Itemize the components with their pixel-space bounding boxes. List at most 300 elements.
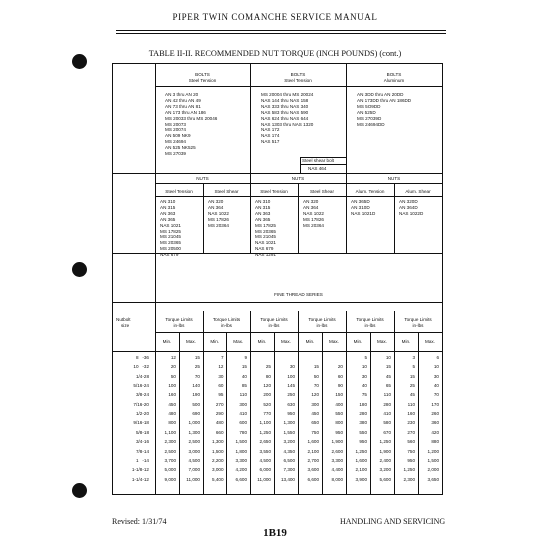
nut-spec: AN 363	[255, 210, 271, 216]
header-rule-2	[116, 33, 446, 34]
nut-spec: MS 17826	[208, 216, 229, 222]
torque-value: 100	[168, 383, 176, 389]
torque-value: 3	[412, 355, 415, 360]
torque-value: 480	[215, 420, 224, 426]
torque-value: 120	[311, 392, 319, 398]
torque-value: 1,300	[283, 420, 295, 426]
max-header: Max.	[281, 339, 291, 344]
nut-spec: MS 21045	[160, 234, 181, 240]
nut-sub-3: Steel Tension	[260, 189, 288, 194]
torque-value: 190	[192, 392, 200, 398]
nut-spec: AN 364	[303, 204, 319, 210]
torque-value: 11,000	[257, 476, 271, 482]
torque-units-header: in-lbs	[412, 323, 424, 328]
bolt-spec: AN 173 thru AN 186	[165, 109, 206, 115]
nut-list-6	[399, 199, 423, 217]
thread-size: 8 -36	[135, 355, 149, 360]
manual-title: PIPER TWIN COMANCHE SERVICE MANUAL	[172, 12, 378, 22]
bolt-spec: MS 27039D	[357, 115, 382, 121]
torque-value: 60	[337, 373, 343, 379]
torque-value: 4,350	[283, 448, 295, 454]
torque-units-header: in-lbs	[173, 323, 185, 328]
bolt-spec: MS 27039	[165, 151, 186, 157]
torque-value: 3,000	[188, 448, 200, 454]
nut-spec: AN 310	[160, 199, 176, 204]
torque-value: 1,800	[235, 448, 247, 454]
torque-value: 2,200	[212, 457, 224, 463]
torque-value: 520	[263, 401, 271, 407]
torque-value: 1,300	[212, 439, 224, 445]
torque-value: 1,500	[235, 439, 247, 445]
nut-spec: NAS 679	[160, 252, 179, 258]
torque-value: 2,300	[403, 476, 415, 482]
torque-value: 30	[433, 373, 439, 379]
torque-value: 160	[407, 411, 415, 417]
torque-value: 7	[220, 355, 224, 360]
torque-value: 145	[287, 383, 295, 389]
torque-value: 45	[409, 392, 415, 398]
nut-spec: MS 20364	[303, 222, 324, 228]
torque-value: 580	[383, 420, 391, 426]
nut-spec: AN 365	[160, 216, 176, 222]
torque-value: 950	[359, 439, 367, 445]
bolt-spec: AN 525D	[357, 109, 376, 115]
torque-limits-header: Torque Limits	[356, 317, 384, 322]
torque-value: 90	[337, 383, 343, 389]
bolt-spec: AN 3DD thru AN 20DD	[357, 92, 404, 97]
torque-value: 2,500	[164, 448, 176, 454]
bolt-spec: NAS 517	[261, 139, 280, 145]
torque-value: 200	[263, 392, 271, 398]
torque-value: 1,250	[379, 439, 391, 445]
nut-spec: MS 20365	[255, 228, 276, 234]
torque-value: 950	[287, 411, 295, 417]
nut-sub-4: Steel Shear	[309, 189, 334, 194]
bolt-spec: MS 5O9DD	[357, 103, 381, 109]
min-header: Min.	[257, 339, 267, 344]
bolts-header-1: BOLTS	[195, 72, 210, 77]
torque-value: 40	[433, 383, 439, 389]
torque-value: 800	[168, 420, 176, 426]
torque-limits-header: Torque Limits	[308, 317, 336, 322]
thread-size: 3/4-16	[135, 439, 149, 445]
torque-value: 3,200	[379, 467, 391, 473]
torque-value: 630	[287, 401, 295, 407]
header-rule	[116, 30, 446, 31]
torque-value: 20	[170, 364, 176, 370]
torque-value: 770	[263, 411, 271, 417]
bolt-list-col2	[261, 92, 313, 145]
torque-value: 880	[431, 439, 439, 445]
max-header: Max.	[425, 339, 435, 344]
torque-limits-header: Torque Limits	[260, 317, 288, 322]
torque-value: 70	[433, 392, 439, 398]
bolt-spec: NAS 583 thru NAS 590	[261, 109, 309, 115]
torque-value: 5,600	[379, 476, 391, 482]
thread-size: 3/8-24	[135, 392, 149, 398]
bolt-spec: NAS 144 thru NAS 158	[261, 97, 309, 103]
nuts-header-1: NUTS	[196, 176, 209, 181]
torque-value: 65	[385, 383, 391, 389]
torque-units-header: in-lbs	[364, 323, 376, 328]
torque-value: 12	[218, 364, 224, 370]
torque-value: 650	[311, 420, 319, 426]
torque-value: 25	[265, 364, 271, 370]
nut-spec: NAS 1022	[208, 210, 229, 216]
nutbolt-header: Nutbolt	[116, 317, 131, 322]
bolt-list-col3	[357, 92, 411, 127]
torque-value: 380	[359, 420, 367, 426]
torque-value: 160	[168, 392, 176, 398]
max-header: Max.	[329, 339, 339, 344]
torque-limits-header: Torque Limits	[212, 317, 241, 322]
bolts-header-3: BOLTS	[386, 72, 402, 77]
torque-value: 550	[359, 429, 367, 435]
torque-value: 230	[407, 420, 415, 426]
nut-list-5	[351, 199, 375, 217]
nut-spec: MS 17825	[160, 228, 181, 234]
torque-value: 660	[215, 429, 224, 435]
torque-limits-header: Torque Limits	[165, 317, 193, 322]
torque-value: 600	[239, 420, 247, 426]
rule-col-2	[250, 64, 251, 253]
thread-size: 1-1/8-12	[131, 467, 149, 473]
torque-value: 15	[409, 373, 415, 379]
torque-value: 290	[215, 411, 224, 417]
torque-value: 360	[431, 420, 439, 426]
torque-value: 10	[361, 364, 367, 370]
nut-spec: MS 20500	[160, 246, 181, 252]
torque-value: 40	[241, 373, 247, 379]
torque-value: 110	[239, 392, 247, 398]
torque-value: 9	[244, 355, 247, 360]
torque-value: 2,400	[379, 457, 391, 463]
nut-spec: AN 365D	[351, 199, 370, 204]
torque-value: 950	[407, 457, 415, 463]
nut-spec: NAS 1022	[303, 210, 324, 216]
rule-bolt-sub-2	[250, 86, 346, 87]
torque-value: 7,300	[283, 467, 295, 473]
torque-value: 3,550	[259, 448, 271, 454]
nut-spec: NAS 1021	[255, 240, 276, 246]
nut-sub-5: Alum. Tension	[355, 189, 385, 194]
torque-value: 3,600	[307, 467, 319, 473]
torque-value: 1,500	[427, 457, 439, 463]
nut-list-1	[160, 199, 181, 258]
thread-size: 1-1/4-12	[131, 476, 149, 482]
nut-spec: NAS 679	[255, 246, 274, 252]
torque-value: 50	[313, 373, 319, 379]
bolt-spec: MS 24694	[165, 139, 186, 145]
bolts-sub-2: Steel Tension	[284, 78, 312, 83]
torque-value: 25	[409, 383, 415, 389]
nut-spec: NAS 1291	[255, 252, 276, 258]
nut-spec: NAS 1021	[160, 222, 181, 228]
torque-value: 15	[385, 364, 391, 370]
torque-value: 4,400	[331, 467, 343, 473]
torque-value: 10	[433, 364, 439, 370]
torque-value: 7,000	[188, 467, 200, 473]
min-header: Min.	[162, 339, 172, 344]
torque-table	[112, 63, 443, 495]
torque-value: 950	[335, 429, 343, 435]
torque-value: 40	[361, 383, 367, 389]
section-name: HANDLING AND SERVICING	[340, 517, 446, 526]
max-header: Max.	[377, 339, 387, 344]
torque-value: 2,100	[307, 448, 319, 454]
bolt-spec: AN 3 thru AN 20	[165, 92, 199, 97]
thread-size: 9/16-18	[133, 420, 149, 426]
rule-bolt-sub-3	[346, 86, 442, 87]
max-header: Max.	[186, 339, 196, 344]
thread-size: 10 -32	[133, 364, 149, 370]
nut-spec: MS 17826	[303, 216, 324, 222]
torque-value: 1,100	[259, 420, 271, 426]
torque-value: 280	[383, 401, 391, 407]
nut-spec: AN 310	[255, 199, 271, 204]
torque-value: 2,000	[427, 467, 439, 473]
torque-value: 150	[335, 392, 343, 398]
shear-bolt-label: Steel shear bolt	[302, 158, 334, 163]
nuts-header-2: NUTS	[291, 176, 305, 181]
bolt-spec: AN 525 NK525	[165, 145, 196, 151]
rule-shear-box-left	[300, 157, 301, 173]
page-number: 1B19	[263, 527, 287, 539]
min-header: Min.	[353, 339, 363, 344]
thread-size: 1 -14	[135, 457, 149, 463]
torque-value: 690	[192, 411, 200, 417]
rule-bolts-bottom	[113, 173, 442, 174]
binder-hole-middle	[72, 262, 87, 277]
bolt-spec: AN 173DD thru AN 186DD	[357, 97, 412, 103]
bolt-spec: MS 20073	[165, 121, 186, 127]
torque-value: 1,000	[188, 420, 200, 426]
torque-value: 6,000	[259, 467, 271, 473]
torque-units-header: in-lbs	[268, 323, 280, 328]
torque-value: 5	[364, 355, 367, 360]
torque-value: 75	[361, 392, 367, 398]
torque-value: 60	[218, 383, 224, 389]
nut-spec: AN 364D	[399, 204, 418, 210]
torque-value: 2,600	[331, 448, 343, 454]
torque-value: 1,100	[164, 429, 176, 435]
nut-spec: MS 20364	[208, 222, 229, 228]
bolt-spec: MS 20004 thru MS 20024	[261, 92, 314, 97]
torque-value: 280	[359, 411, 367, 417]
nut-spec: AN 315	[160, 204, 176, 210]
torque-value: 450	[311, 411, 319, 417]
torque-value: 30	[218, 373, 224, 379]
torque-value: 30	[289, 364, 295, 370]
rule-shear-box-mid	[300, 164, 346, 165]
torque-value: 2,700	[307, 457, 319, 463]
nuts-header-3: NUTS	[387, 176, 401, 181]
nut-spec: AN 320	[208, 199, 224, 204]
max-header: Max.	[233, 339, 244, 344]
torque-value: 780	[239, 429, 247, 435]
binder-hole-bottom	[72, 483, 87, 498]
bolt-spec: AN 73 thru AN 81	[165, 103, 201, 109]
torque-value: 1,500	[212, 448, 224, 454]
bolt-spec: NAS 333 thru NAS 340	[261, 103, 309, 109]
bolt-spec: NAS 1303 thru NAS 1320	[261, 121, 314, 127]
torque-value: 95	[218, 392, 224, 398]
nut-list-2	[208, 199, 229, 229]
bolt-spec: NAS 624 thru NAS 644	[261, 115, 309, 121]
torque-value: 15	[194, 355, 200, 360]
nutbolt-size-header: size	[121, 323, 130, 328]
torque-value: 750	[311, 429, 319, 435]
torque-value: 1,900	[379, 448, 391, 454]
nut-spec: MS 17825	[255, 222, 276, 228]
torque-value: 410	[239, 411, 247, 417]
torque-value: 3,300	[235, 457, 247, 463]
thread-size: 5/16-24	[133, 383, 149, 389]
torque-value: 15	[241, 364, 247, 370]
nut-spec: AN 315	[255, 204, 271, 210]
bolts-sub-3: Aluminum	[383, 78, 405, 83]
bolt-spec: AN 509 NK9	[165, 133, 191, 139]
torque-units-header: in-lbs	[316, 323, 328, 328]
torque-value: 8,000	[331, 476, 343, 482]
nut-sub-6: Alum. Shear	[405, 189, 431, 194]
bolt-spec: MS 20074	[165, 127, 186, 133]
nut-spec: AN 363	[160, 210, 176, 216]
torque-value: 2,300	[164, 439, 176, 445]
torque-value: 3,200	[283, 439, 295, 445]
nut-sub-2: Steel Shear	[214, 189, 239, 194]
table-title: TABLE II-II. RECOMMENDED NUT TORQUE (INCH POUNDS) (cont.)	[148, 49, 402, 58]
torque-value: 2,500	[188, 439, 200, 445]
torque-value: 1,250	[403, 467, 415, 473]
torque-value: 110	[407, 401, 415, 407]
torque-value: 3,900	[355, 476, 367, 482]
min-header: Min.	[210, 339, 220, 344]
torque-value: 2,650	[259, 439, 271, 445]
torque-value: 6,500	[283, 457, 295, 463]
bolt-list-col1	[165, 92, 217, 157]
torque-value: 9,000	[164, 476, 176, 482]
torque-value: 1,600	[307, 439, 319, 445]
nut-spec: AN 364	[208, 204, 224, 210]
nut-spec: AN 320	[303, 199, 319, 204]
nut-list-4	[303, 199, 324, 229]
torque-value: 4,200	[235, 467, 247, 473]
torque-value: 1,550	[283, 429, 295, 435]
bolt-spec: NAS 172	[261, 127, 280, 133]
torque-value: 250	[287, 392, 295, 398]
torque-value: 260	[431, 411, 439, 417]
torque-value: 6,600	[307, 476, 319, 482]
thread-size: 7/16-20	[133, 401, 149, 407]
torque-value: 2,100	[355, 467, 367, 473]
torque-value: 420	[431, 429, 439, 435]
torque-value: 550	[335, 411, 343, 417]
torque-value: 5,000	[164, 467, 176, 473]
torque-value: 270	[407, 429, 415, 435]
nut-spec: NAS 1021D	[351, 210, 376, 216]
min-header: Min.	[401, 339, 411, 344]
revised-date: Revised: 1/31/74	[112, 517, 167, 526]
torque-value: 4,500	[188, 457, 200, 463]
torque-value: 5,400	[212, 476, 224, 482]
thread-size: 1/4-28	[135, 373, 149, 379]
torque-value: 3,650	[427, 476, 439, 482]
torque-value: 50	[170, 373, 176, 379]
torque-value: 85	[241, 383, 247, 389]
torque-value: 410	[383, 411, 391, 417]
torque-value: 800	[335, 420, 343, 426]
torque-value: 3,300	[331, 457, 343, 463]
torque-value: 1,250	[355, 448, 367, 454]
torque-value: 1,900	[331, 439, 343, 445]
torque-value: 100	[287, 373, 295, 379]
torque-units-header: in-lbs	[221, 323, 232, 328]
thread-size: 7/8-14	[135, 448, 149, 454]
torque-value: 13,400	[280, 476, 295, 482]
torque-value: 5	[412, 364, 415, 370]
min-header: Min.	[305, 339, 315, 344]
torque-value: 480	[168, 411, 176, 417]
rule-bolt-sub-1	[155, 86, 250, 87]
bolt-spec: AN 42 thru AN 49	[165, 97, 201, 103]
torque-limits-header: Torque Limits	[404, 317, 432, 322]
torque-value: 6	[436, 355, 439, 360]
torque-value: 80	[265, 373, 271, 379]
nut-list-3	[255, 199, 276, 258]
torque-value: 45	[385, 373, 391, 379]
torque-value: 12	[170, 355, 176, 360]
torque-value: 300	[239, 401, 247, 407]
nut-spec: AN 310D	[351, 204, 370, 210]
torque-value: 560	[407, 439, 415, 445]
fine-thread-title: FINE THREAD SERIES	[274, 292, 323, 297]
torque-value: 3,000	[212, 467, 224, 473]
nut-spec: NAS 1022D	[399, 210, 424, 216]
torque-value: 140	[192, 383, 200, 389]
torque-value: 4,500	[259, 457, 271, 463]
bolts-sub-1: Steel Tension	[188, 78, 217, 83]
bolt-spec: MS 20033 thru MS 20046	[165, 115, 218, 121]
thread-size: 1/2-20	[135, 411, 149, 417]
rule-minmax	[113, 351, 442, 352]
torque-value: 10	[385, 355, 391, 360]
torque-value: 500	[192, 401, 200, 407]
torque-value: 1,250	[259, 429, 271, 435]
torque-value: 6,600	[235, 476, 247, 482]
rule-fine-thread	[113, 302, 442, 303]
torque-value: 70	[194, 373, 200, 379]
nut-spec: AN 320D	[399, 199, 418, 204]
torque-value: 30	[361, 373, 367, 379]
nut-spec: MS 20365	[160, 240, 181, 246]
bolts-header-2: BOLTS	[290, 72, 306, 77]
torque-value: 670	[383, 429, 391, 435]
torque-value: 270	[215, 401, 224, 407]
torque-value: 20	[337, 364, 343, 370]
torque-value: 400	[335, 401, 343, 407]
torque-value: 1,600	[355, 457, 367, 463]
rule-col-3	[346, 64, 347, 253]
torque-value: 180	[359, 401, 367, 407]
torque-value: 170	[431, 401, 439, 407]
thread-size: 5/8-18	[135, 429, 149, 435]
torque-value: 110	[383, 392, 391, 398]
torque-value: 70	[313, 383, 319, 389]
torque-value: 120	[263, 383, 271, 389]
torque-value: 1,300	[188, 429, 200, 435]
torque-value: 450	[168, 401, 176, 407]
